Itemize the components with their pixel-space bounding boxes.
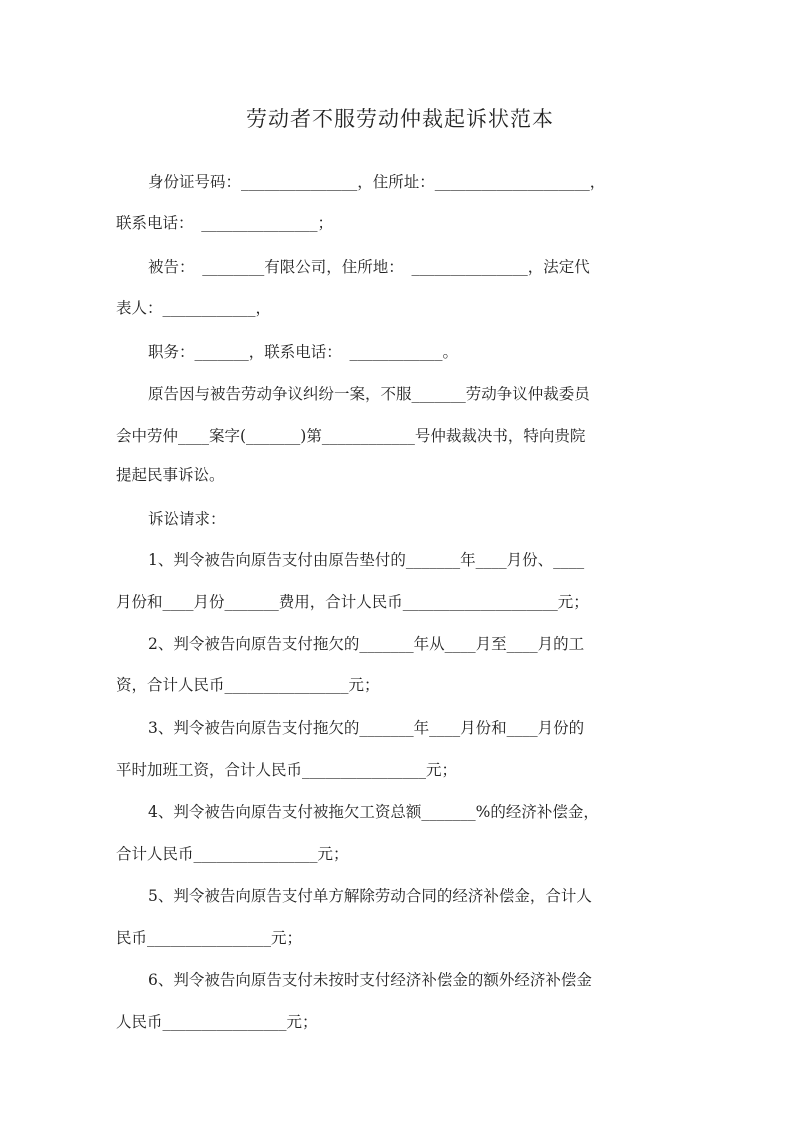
plaintiff-id-line: 身份证号码：_______________，住所址：____________________，: [148, 173, 606, 191]
claim-5-line-1: 5、判令被告向原告支付单方解除劳动合同的经济补偿金，合计人: [148, 887, 592, 905]
legal-rep-line: 表人：____________，: [116, 299, 272, 317]
claim-3-line-1: 3、判令被告向原告支付拖欠的_______年____月份和____月份的: [148, 719, 585, 737]
claim-6-line-1: 6、判令被告向原告支付未按时支付经济补偿金的额外经济补偿金: [148, 971, 592, 989]
claims-heading: 诉讼请求：: [148, 510, 226, 528]
facts-line-3: 提起民事诉讼。: [116, 466, 225, 484]
claim-4-line-2: 合计人民币________________元；: [116, 845, 349, 863]
claim-1-line-1: 1、判令被告向原告支付由原告垫付的_______年____月份、____: [148, 551, 585, 569]
claim-4-line-1: 4、判令被告向原告支付被拖欠工资总额_______%的经济补偿金，: [148, 803, 599, 821]
plaintiff-phone-line: 联系电话： _______________；: [116, 214, 334, 232]
claim-5-line-2: 民币________________元；: [116, 929, 303, 947]
claim-1-line-2: 月份和____月份_______费用，合计人民币____________________元；: [116, 593, 589, 611]
facts-line-2: 会中劳仲____案字(_______)第____________号仲裁裁决书，特向贵院: [116, 427, 586, 445]
position-phone-line: 职务：_______，联系电话： ____________。: [148, 343, 459, 361]
claim-2-line-2: 资，合计人民币________________元；: [116, 676, 380, 694]
facts-line-1: 原告因与被告劳动争议纠纷一案，不服_______劳动争议仲裁委员: [148, 385, 590, 403]
defendant-line: 被告： ________有限公司，住所地： _______________，法定代: [148, 258, 590, 276]
claim-6-line-2: 人民币________________元；: [116, 1013, 318, 1031]
claim-2-line-1: 2、判令被告向原告支付拖欠的_______年从____月至____月的工: [148, 635, 585, 653]
claim-3-line-2: 平时加班工资，合计人民币________________元；: [116, 761, 458, 779]
document-title: 劳动者不服劳动仲裁起诉状范本: [246, 107, 554, 131]
